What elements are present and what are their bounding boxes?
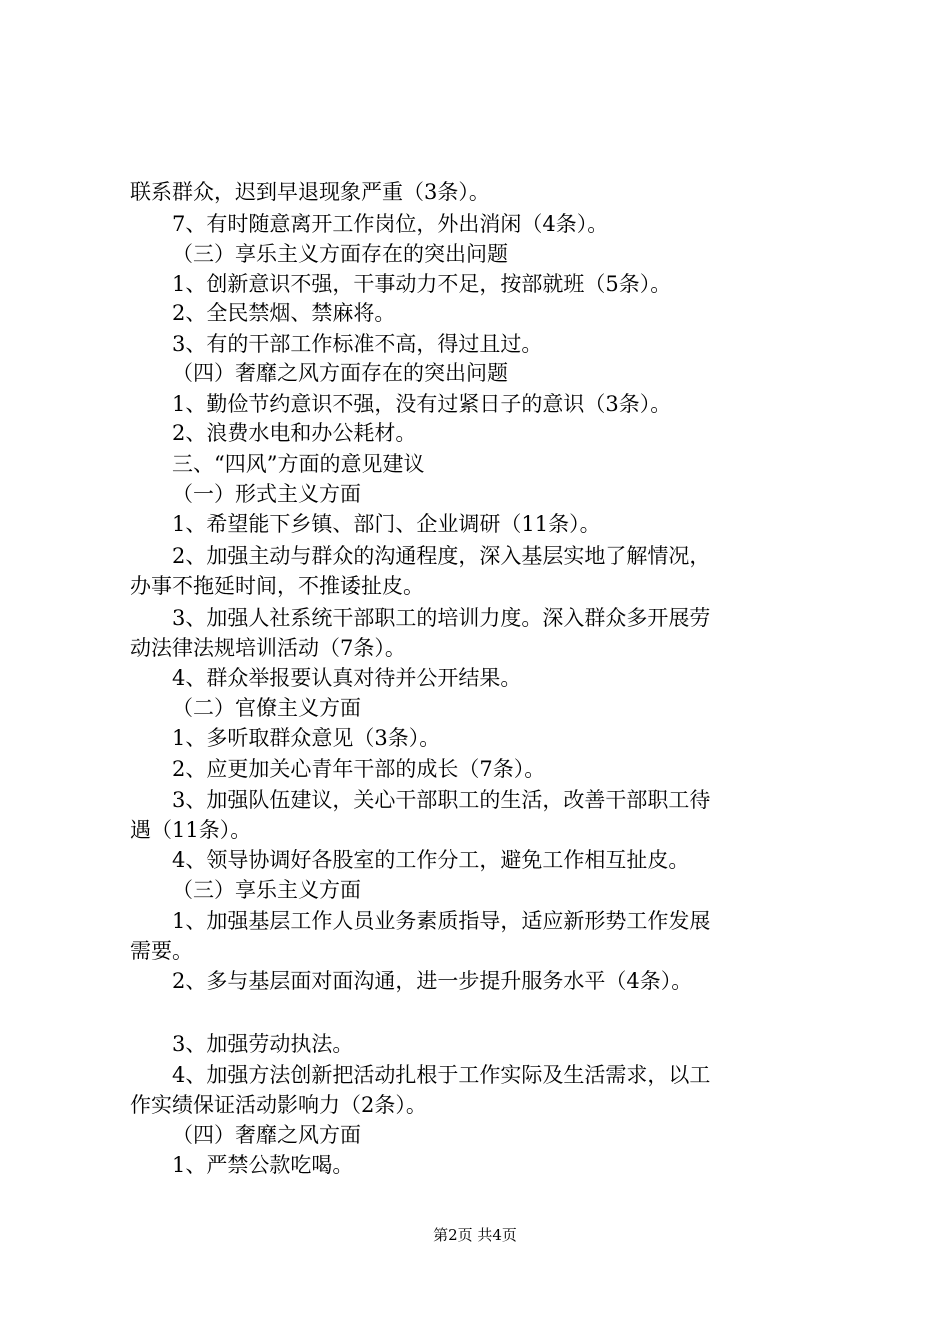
body-line: 4、群众举报要认真对待并公开结果。 <box>172 666 522 690</box>
body-line: 1、勤俭节约意识不强，没有过紧日子的意识（3条）。 <box>172 392 672 416</box>
section-heading: （一）形式主义方面 <box>172 482 361 506</box>
body-line: 需要。 <box>130 939 193 963</box>
body-line: 1、多听取群众意见（3条）。 <box>172 726 441 750</box>
section-heading: （四）奢靡之风方面存在的突出问题 <box>172 361 508 385</box>
body-line: 7、有时随意离开工作岗位，外出消闲（4条）。 <box>172 212 609 236</box>
section-heading: （三）享乐主义方面 <box>172 878 361 902</box>
body-line: 1、加强基层工作人员业务素质指导，适应新形势工作发展 <box>172 909 711 933</box>
body-line: 办事不拖延时间，不推诿扯皮。 <box>130 574 424 598</box>
body-line: 动法律法规培训活动（7条）。 <box>130 636 406 660</box>
body-line: 4、加强方法创新把活动扎根于工作实际及生活需求，以工 <box>172 1063 711 1087</box>
body-line: 2、应更加关心青年干部的成长（7条）。 <box>172 757 546 781</box>
body-line: 1、创新意识不强，干事动力不足，按部就班（5条）。 <box>172 272 672 296</box>
body-line: 作实绩保证活动影响力（2条）。 <box>130 1093 427 1117</box>
body-line: 遇（11条）。 <box>130 818 252 842</box>
body-line: 3、加强劳动执法。 <box>172 1032 354 1056</box>
body-line: 3、加强队伍建议，关心干部职工的生活，改善干部职工待 <box>172 788 711 812</box>
body-line: 1、希望能下乡镇、部门、企业调研（11条）。 <box>172 512 601 536</box>
section-heading: 三、“四风”方面的意见建议 <box>172 452 425 476</box>
body-line: 4、领导协调好各股室的工作分工，避免工作相互扯皮。 <box>172 848 690 872</box>
body-line: 3、有的干部工作标准不高，得过且过。 <box>172 332 543 356</box>
page-number-label: 第2页 共4页 <box>433 1226 517 1244</box>
body-line: 2、浪费水电和办公耗材。 <box>172 421 417 445</box>
section-heading: （三）享乐主义方面存在的突出问题 <box>172 242 508 266</box>
body-line: 联系群众，迟到早退现象严重（3条）。 <box>130 180 490 204</box>
body-line: 1、严禁公款吃喝。 <box>172 1153 354 1177</box>
page-footer <box>0 1225 950 1245</box>
body-line: 2、全民禁烟、禁麻将。 <box>172 301 396 325</box>
section-heading: （二）官僚主义方面 <box>172 696 361 720</box>
body-line: 2、加强主动与群众的沟通程度，深入基层实地了解情况， <box>172 544 711 568</box>
section-heading: （四）奢靡之风方面 <box>172 1123 361 1147</box>
body-line: 2、多与基层面对面沟通，进一步提升服务水平（4条）。 <box>172 969 693 993</box>
body-line: 3、加强人社系统干部职工的培训力度。深入群众多开展劳 <box>172 606 711 630</box>
